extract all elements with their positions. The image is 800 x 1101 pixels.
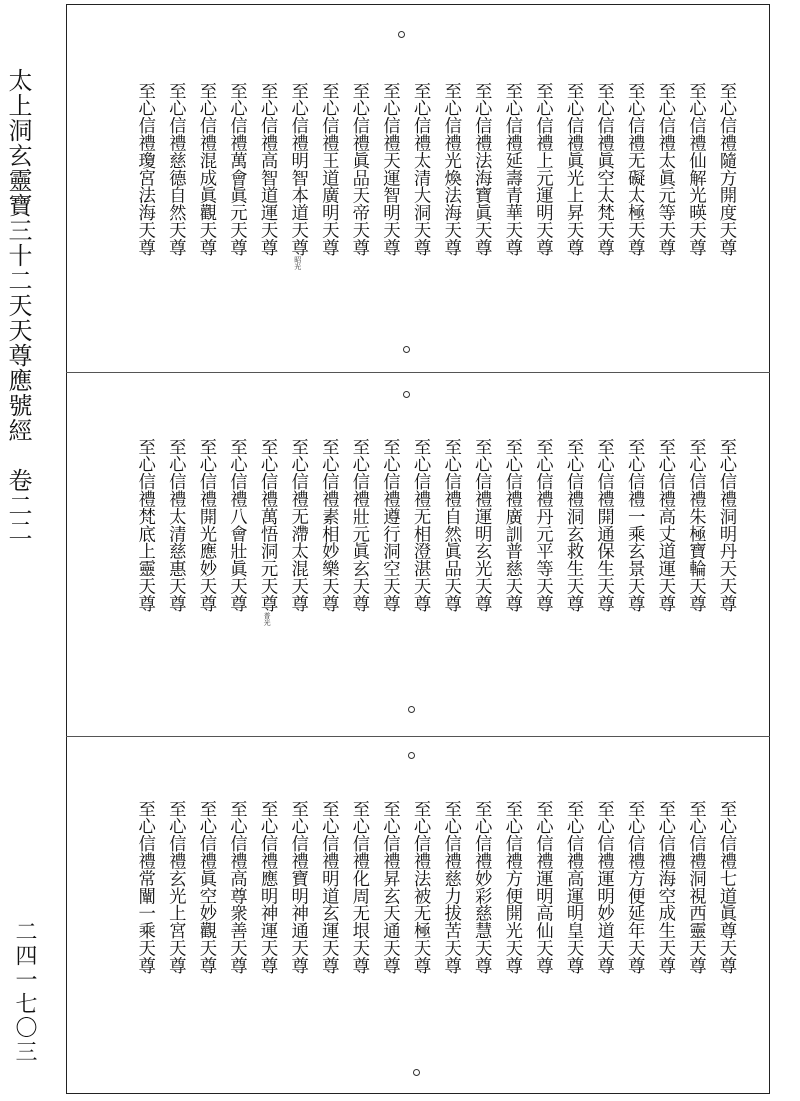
text-column: 至心信禮法海寶眞天尊 (471, 82, 492, 256)
text-column: 至心信禮梵底上靈天尊 (134, 438, 155, 612)
text-column: 至心信禮開通保生天尊 (593, 438, 614, 612)
text-column: 至心信禮昇玄天通天尊 (379, 800, 400, 974)
text-column (247, 438, 278, 626)
text-column: 至心信禮素相妙樂天尊 (318, 438, 339, 612)
text-column: 至心信禮上元運明天尊 (532, 82, 553, 256)
text-column: 至心信禮常闡一乘天尊 (134, 800, 155, 974)
text-column: 至心信禮丹元平等天尊 (532, 438, 553, 612)
small-note: 昭光 (293, 256, 302, 270)
text-column: 至心信禮七道眞尊天尊 (716, 800, 736, 974)
text-column: 至心信禮遵行洞空天尊 (379, 438, 400, 612)
text-column: 至心信禮延壽青華天尊 (501, 82, 522, 256)
text-column: 至心信禮高丈道運天尊 (654, 438, 675, 612)
text-column: 至心信禮无滯太混天尊 (287, 438, 308, 612)
text-column: 至心信禮太清慈惠天尊 (165, 438, 186, 612)
text-column: 至心信禮方便開光天尊 (501, 800, 522, 974)
text-column: 至心信禮高智道運天尊 (257, 82, 278, 256)
text-column: 至心信禮法被无極天尊 (410, 800, 431, 974)
column-text: 至心信禮明智本道天尊 (287, 82, 308, 256)
text-column: 至心信禮仙解光暎天尊 (685, 82, 706, 256)
section-divider (66, 736, 770, 737)
text-column: 至心信禮太清大洞天尊 (410, 82, 431, 256)
circle-mark (408, 706, 415, 713)
text-column: 至心信禮洞視西靈天尊 (685, 800, 706, 974)
text-column (277, 82, 308, 270)
text-column: 至心信禮八會壯眞天尊 (226, 438, 247, 612)
text-column: 至心信禮眞品天帝天尊 (348, 82, 369, 256)
text-column: 至心信禮眞光上昇天尊 (563, 82, 584, 256)
text-section-1 (76, 82, 736, 270)
text-column: 至心信禮化周无垠天尊 (348, 800, 369, 974)
text-column: 至心信禮玄光上宮天尊 (165, 800, 186, 974)
text-column: 至心信禮寶明神通天尊 (287, 800, 308, 974)
text-column: 至心信禮方便延年天尊 (624, 800, 645, 974)
text-column: 至心信禮運明妙道天尊 (593, 800, 614, 974)
text-column: 至心信禮開光應妙天尊 (195, 438, 216, 612)
text-column: 至心信禮瓊宮法海天尊 (134, 82, 155, 256)
circle-mark (403, 391, 410, 398)
text-column: 至心信禮太眞元等天尊 (654, 82, 675, 256)
text-column: 至心信禮混成眞觀天尊 (195, 82, 216, 256)
text-column: 至心信禮萬會眞元天尊 (226, 82, 247, 256)
text-section-2 (76, 438, 736, 626)
margin-page-number: 二四一七〇三 (12, 920, 37, 1064)
text-column: 至心信禮妙彩慈慧天尊 (471, 800, 492, 974)
text-column: 至心信禮眞空妙觀天尊 (195, 800, 216, 974)
text-column: 至心信禮天運智明天尊 (379, 82, 400, 256)
text-column: 至心信禮自然眞品天尊 (440, 438, 461, 612)
text-column: 至心信禮運明高仙天尊 (532, 800, 553, 974)
circle-mark (403, 346, 410, 353)
text-column: 至心信禮眞空太梵天尊 (593, 82, 614, 256)
text-column: 至心信禮无礙太極天尊 (624, 82, 645, 256)
text-column: 至心信禮高尊衆善天尊 (226, 800, 247, 974)
text-section-3 (76, 800, 736, 974)
small-note: 普光 (263, 612, 272, 626)
text-column: 至心信禮隨方開度天尊 (716, 82, 736, 256)
text-column: 至心信禮王道廣明天尊 (318, 82, 339, 256)
circle-mark (413, 1069, 420, 1076)
text-column: 至心信禮應明神運天尊 (257, 800, 278, 974)
text-column: 至心信禮明道玄運天尊 (318, 800, 339, 974)
text-column: 至心信禮一乘玄景天尊 (624, 438, 645, 612)
text-column: 至心信禮无相澄湛天尊 (410, 438, 431, 612)
text-column: 至心信禮光煥法海天尊 (440, 82, 461, 256)
text-column: 至心信禮廣訓普慈天尊 (501, 438, 522, 612)
text-column: 至心信禮慈德自然天尊 (165, 82, 186, 256)
text-column: 至心信禮洞玄救生天尊 (563, 438, 584, 612)
text-column: 至心信禮洞明丹天天尊 (716, 438, 736, 612)
column-text: 至心信禮萬悟洞元天尊 (257, 438, 278, 612)
circle-mark (398, 31, 405, 38)
text-column: 至心信禮壯元眞玄天尊 (348, 438, 369, 612)
text-column: 至心信禮朱極寶輪天尊 (685, 438, 706, 612)
margin-book-title: 太上洞玄靈寶三十二天天尊應號經 卷二二 (4, 68, 32, 543)
text-column: 至心信禮海空成生天尊 (654, 800, 675, 974)
text-column: 至心信禮高運明皇天尊 (563, 800, 584, 974)
text-column: 至心信禮運明玄光天尊 (471, 438, 492, 612)
text-column: 至心信禮慈力拔苦天尊 (440, 800, 461, 974)
circle-mark (408, 752, 415, 759)
section-divider (66, 372, 770, 373)
